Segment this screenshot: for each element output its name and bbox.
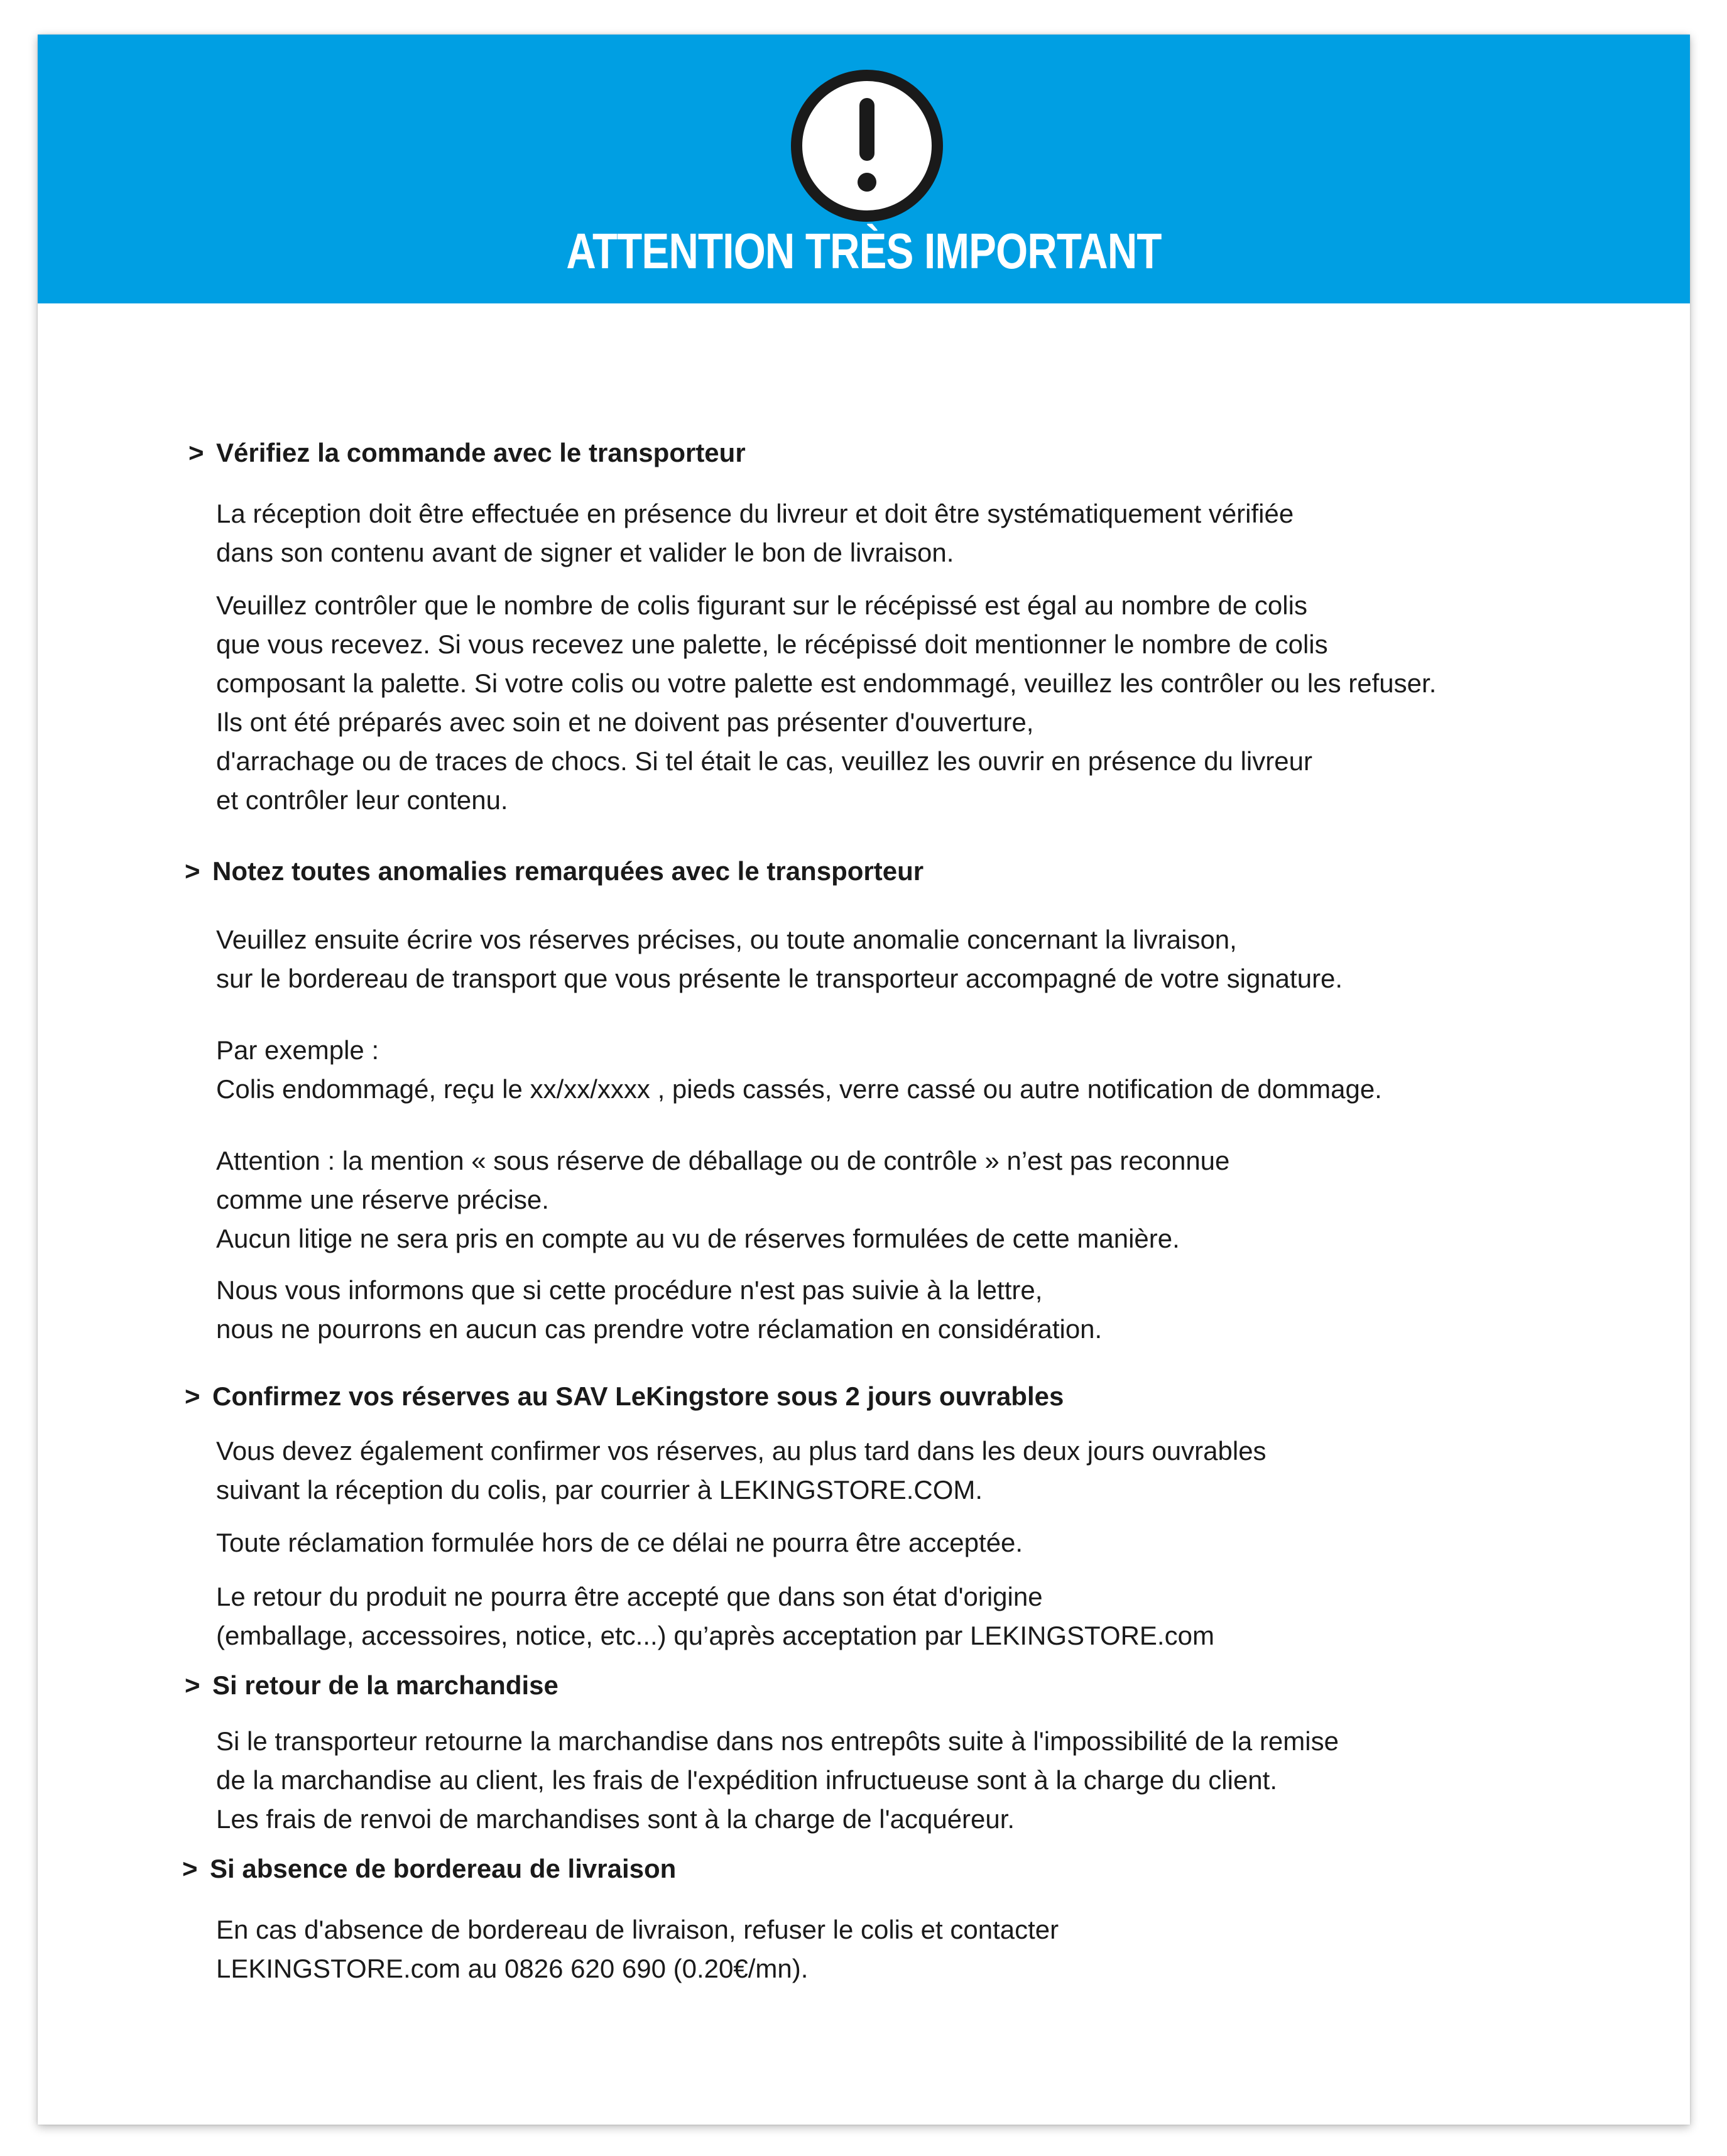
section-heading (185, 1380, 1064, 1413)
arrow-marker: > (185, 1381, 200, 1411)
text-line: Aucun litige ne sera pris en compte au vu de réserves formulées de cette manière. (216, 1224, 1180, 1253)
text-line: Nous vous informons que si cette procédure n'est pas suivie à la lettre, (216, 1275, 1043, 1305)
paragraph (188, 1523, 1023, 1562)
text-line: Attention : la mention « sous réserve de déballage ou de contrôle » n’est pas reconnue (216, 1146, 1230, 1175)
paragraph (188, 1577, 1214, 1655)
arrow-marker: > (182, 1854, 198, 1883)
text-line: comme une réserve précise. (216, 1185, 549, 1214)
paragraph (188, 1031, 1382, 1109)
section-heading (185, 1669, 558, 1702)
text-line: Toute réclamation formulée hors de ce délai ne pourra être acceptée. (216, 1528, 1023, 1557)
text-line: LEKINGSTORE.com au 0826 620 690 (0.20€/mn). (216, 1954, 809, 1983)
text-line: Par exemple : (216, 1035, 379, 1065)
text-line: Ils ont été préparés avec soin et ne doivent pas présenter d'ouverture, (216, 707, 1034, 737)
arrow-marker: > (188, 438, 204, 467)
text-line: (emballage, accessoires, notice, etc...) qu’après acceptation par LEKINGSTORE.com (216, 1621, 1214, 1650)
text-line: En cas d'absence de bordereau de livraison, refuser le colis et contacter (216, 1915, 1059, 1944)
text-line: que vous recevez. Si vous recevez une palette, le récépissé doit mentionner le nombre de colis (216, 629, 1328, 659)
text-line: Le retour du produit ne pourra être accepté que dans son état d'origine (216, 1582, 1043, 1611)
text-line: Veuillez ensuite écrire vos réserves précises, ou toute anomalie concernant la livraison, (216, 925, 1237, 954)
section-heading (185, 855, 923, 888)
text-line: composant la palette. Si votre colis ou votre palette est endommagé, veuillez les contrôler ou les refuser. (216, 668, 1437, 698)
text-line: de la marchandise au client, les frais de l'expédition infructueuse sont à la charge du client. (216, 1765, 1278, 1795)
paragraph (188, 1722, 1339, 1839)
paragraph (188, 1910, 1059, 1988)
arrow-marker: > (185, 1670, 200, 1700)
text-line: Si le transporteur retourne la marchandise dans nos entrepôts suite à l'impossibilité de la remise (216, 1726, 1339, 1756)
section-heading-text: Si absence de bordereau de livraison (210, 1854, 677, 1883)
text-line: sur le bordereau de transport que vous présente le transporteur accompagné de votre signature. (216, 964, 1343, 993)
section-heading-text: Vérifiez la commande avec le transporteur (216, 438, 746, 467)
text-line: Veuillez contrôler que le nombre de colis figurant sur le récépissé est égal au nombre de colis (216, 591, 1307, 620)
text-line: nous ne pourrons en aucun cas prendre votre réclamation en considération. (216, 1314, 1103, 1344)
paragraph (188, 920, 1343, 998)
paragraph (188, 1271, 1102, 1349)
section-heading (188, 437, 746, 469)
section-heading-text: Notez toutes anomalies remarquées avec le transporteur (212, 856, 924, 886)
text-line: dans son contenu avant de signer et valider le bon de livraison. (216, 538, 954, 567)
text-line: Vous devez également confirmer vos réserves, au plus tard dans les deux jours ouvrables (216, 1436, 1267, 1466)
paragraph (188, 586, 1436, 820)
text-line: La réception doit être effectuée en présence du livreur et doit être systématiquement vérifiée (216, 499, 1294, 528)
header-banner (38, 35, 1690, 303)
text-line: et contrôler leur contenu. (216, 785, 508, 815)
text-line: Colis endommagé, reçu le xx/xx/xxxx , pieds cassés, verre cassé ou autre notification de dommage. (216, 1074, 1382, 1104)
section-heading-text: Confirmez vos réserves au SAV LeKingstore sous 2 jours ouvrables (212, 1381, 1064, 1411)
paragraph (188, 1432, 1267, 1510)
paragraph (188, 494, 1294, 572)
text-line: Les frais de renvoi de marchandises sont à la charge de l'acquéreur. (216, 1804, 1015, 1834)
section-heading-text: Si retour de la marchandise (212, 1670, 558, 1700)
text-line: suivant la réception du colis, par courrier à LEKINGSTORE.COM. (216, 1475, 983, 1505)
paragraph (188, 1141, 1229, 1258)
section-heading (182, 1853, 676, 1885)
notice-card (38, 35, 1690, 2125)
text-line: d'arrachage ou de traces de chocs. Si tel était le cas, veuillez les ouvrir en présence du livreur (216, 746, 1312, 776)
exclamation-circle-icon (789, 68, 945, 224)
arrow-marker: > (185, 856, 200, 886)
page-title: ATTENTION TRÈS IMPORTANT (566, 223, 1162, 279)
